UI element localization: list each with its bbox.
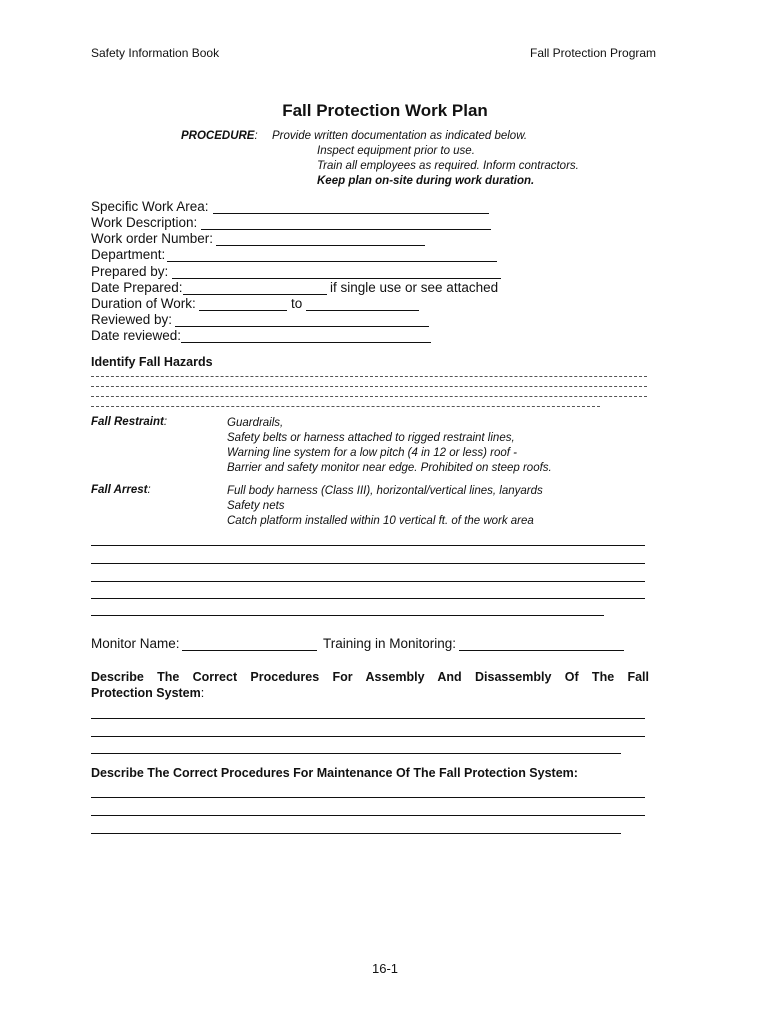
assembly-heading-line-1: Describe The Correct Procedures For Assembly And Disassembly Of The Fall <box>91 670 649 684</box>
procedure-line-2: Inspect equipment prior to use. <box>317 145 475 157</box>
fall-arrest-label: Fall Arrest <box>91 484 148 496</box>
specific-work-area-label: Specific Work Area: <box>91 199 209 214</box>
fall-restraint-item: Warning line system for a low pitch (4 in 12 or less) roof - <box>227 447 517 459</box>
training-in-monitoring-label: Training in Monitoring: <box>323 636 457 651</box>
fall-restraint-item: Barrier and safety monitor near edge. Prohibited on steep roofs. <box>227 462 552 474</box>
page-number: 16-1 <box>371 961 399 976</box>
assembly-line[interactable] <box>91 718 645 719</box>
date-prepared-label: Date Prepared: <box>91 280 183 295</box>
hazard-line-3[interactable] <box>91 396 647 397</box>
monitor-name-label: Monitor Name: <box>91 636 180 651</box>
header-right: Fall Protection Program <box>530 46 657 60</box>
department-line[interactable] <box>167 261 497 262</box>
writing-line[interactable] <box>91 563 645 564</box>
date-reviewed-line[interactable] <box>181 342 431 343</box>
fall-restraint-item: Guardrails, <box>227 417 284 429</box>
page-title: Fall Protection Work Plan <box>282 101 488 120</box>
assembly-line[interactable] <box>91 736 645 737</box>
hazard-line-2[interactable] <box>91 386 647 387</box>
maintenance-line[interactable] <box>91 815 645 816</box>
work-order-number-label: Work order Number: <box>91 231 214 246</box>
maintenance-heading: Describe The Correct Procedures For Maintenance Of The Fall Protection System: <box>91 766 578 780</box>
training-in-monitoring-line[interactable] <box>459 650 624 651</box>
date-prepared-line[interactable] <box>183 294 327 295</box>
work-description-label: Work Description: <box>91 215 198 230</box>
writing-line[interactable] <box>91 545 645 546</box>
duration-end-line[interactable] <box>306 310 419 311</box>
fall-arrest-item: Safety nets <box>227 500 285 512</box>
fall-restraint-item: Safety belts or harness attached to rigged restraint lines, <box>227 432 515 444</box>
writing-line[interactable] <box>91 598 645 599</box>
prepared-by-line[interactable] <box>172 278 501 279</box>
duration-start-line[interactable] <box>199 310 287 311</box>
hazard-line-4[interactable] <box>91 406 600 407</box>
hazard-line-1[interactable] <box>91 376 647 377</box>
reviewed-by-label: Reviewed by: <box>91 312 173 327</box>
fall-restraint-label-row: Fall Restraint: <box>91 416 168 428</box>
procedure-line-3: Train all employees as required. Inform contractors. <box>317 160 579 172</box>
assembly-line[interactable] <box>91 753 621 754</box>
procedure-line-1: Provide written documentation as indicated below. <box>272 130 528 142</box>
work-order-number-line[interactable] <box>216 245 425 246</box>
work-description-line[interactable] <box>201 229 491 230</box>
fall-arrest-label-row: Fall Arrest: <box>91 484 151 496</box>
assembly-heading-line-2: Protection System <box>91 686 201 700</box>
identify-fall-hazards-heading: Identify Fall Hazards <box>91 355 213 369</box>
procedure-line-4: Keep plan on-site during work duration. <box>317 175 535 187</box>
header-left: Safety Information Book <box>91 46 220 60</box>
assembly-heading-line-2-row: Protection System: <box>91 686 205 700</box>
procedure-label-row: PROCEDURE: <box>181 130 258 142</box>
procedure-label: PROCEDURE <box>181 130 255 142</box>
date-reviewed-label: Date reviewed: <box>91 328 182 343</box>
duration-to-label: to <box>291 296 303 311</box>
fall-arrest-item: Catch platform installed within 10 vertical ft. of the work area <box>227 515 534 527</box>
duration-of-work-label: Duration of Work: <box>91 296 196 311</box>
maintenance-line[interactable] <box>91 797 645 798</box>
writing-line[interactable] <box>91 581 645 582</box>
fall-arrest-item: Full body harness (Class III), horizontal/vertical lines, lanyards <box>227 485 543 497</box>
maintenance-line[interactable] <box>91 833 621 834</box>
fall-restraint-label: Fall Restraint <box>91 416 164 428</box>
writing-line[interactable] <box>91 615 604 616</box>
department-label: Department: <box>91 247 166 262</box>
reviewed-by-line[interactable] <box>175 326 429 327</box>
specific-work-area-line[interactable] <box>213 213 489 214</box>
monitor-name-line[interactable] <box>182 650 317 651</box>
prepared-by-label: Prepared by: <box>91 264 169 279</box>
date-prepared-suffix: if single use or see attached <box>330 280 499 295</box>
